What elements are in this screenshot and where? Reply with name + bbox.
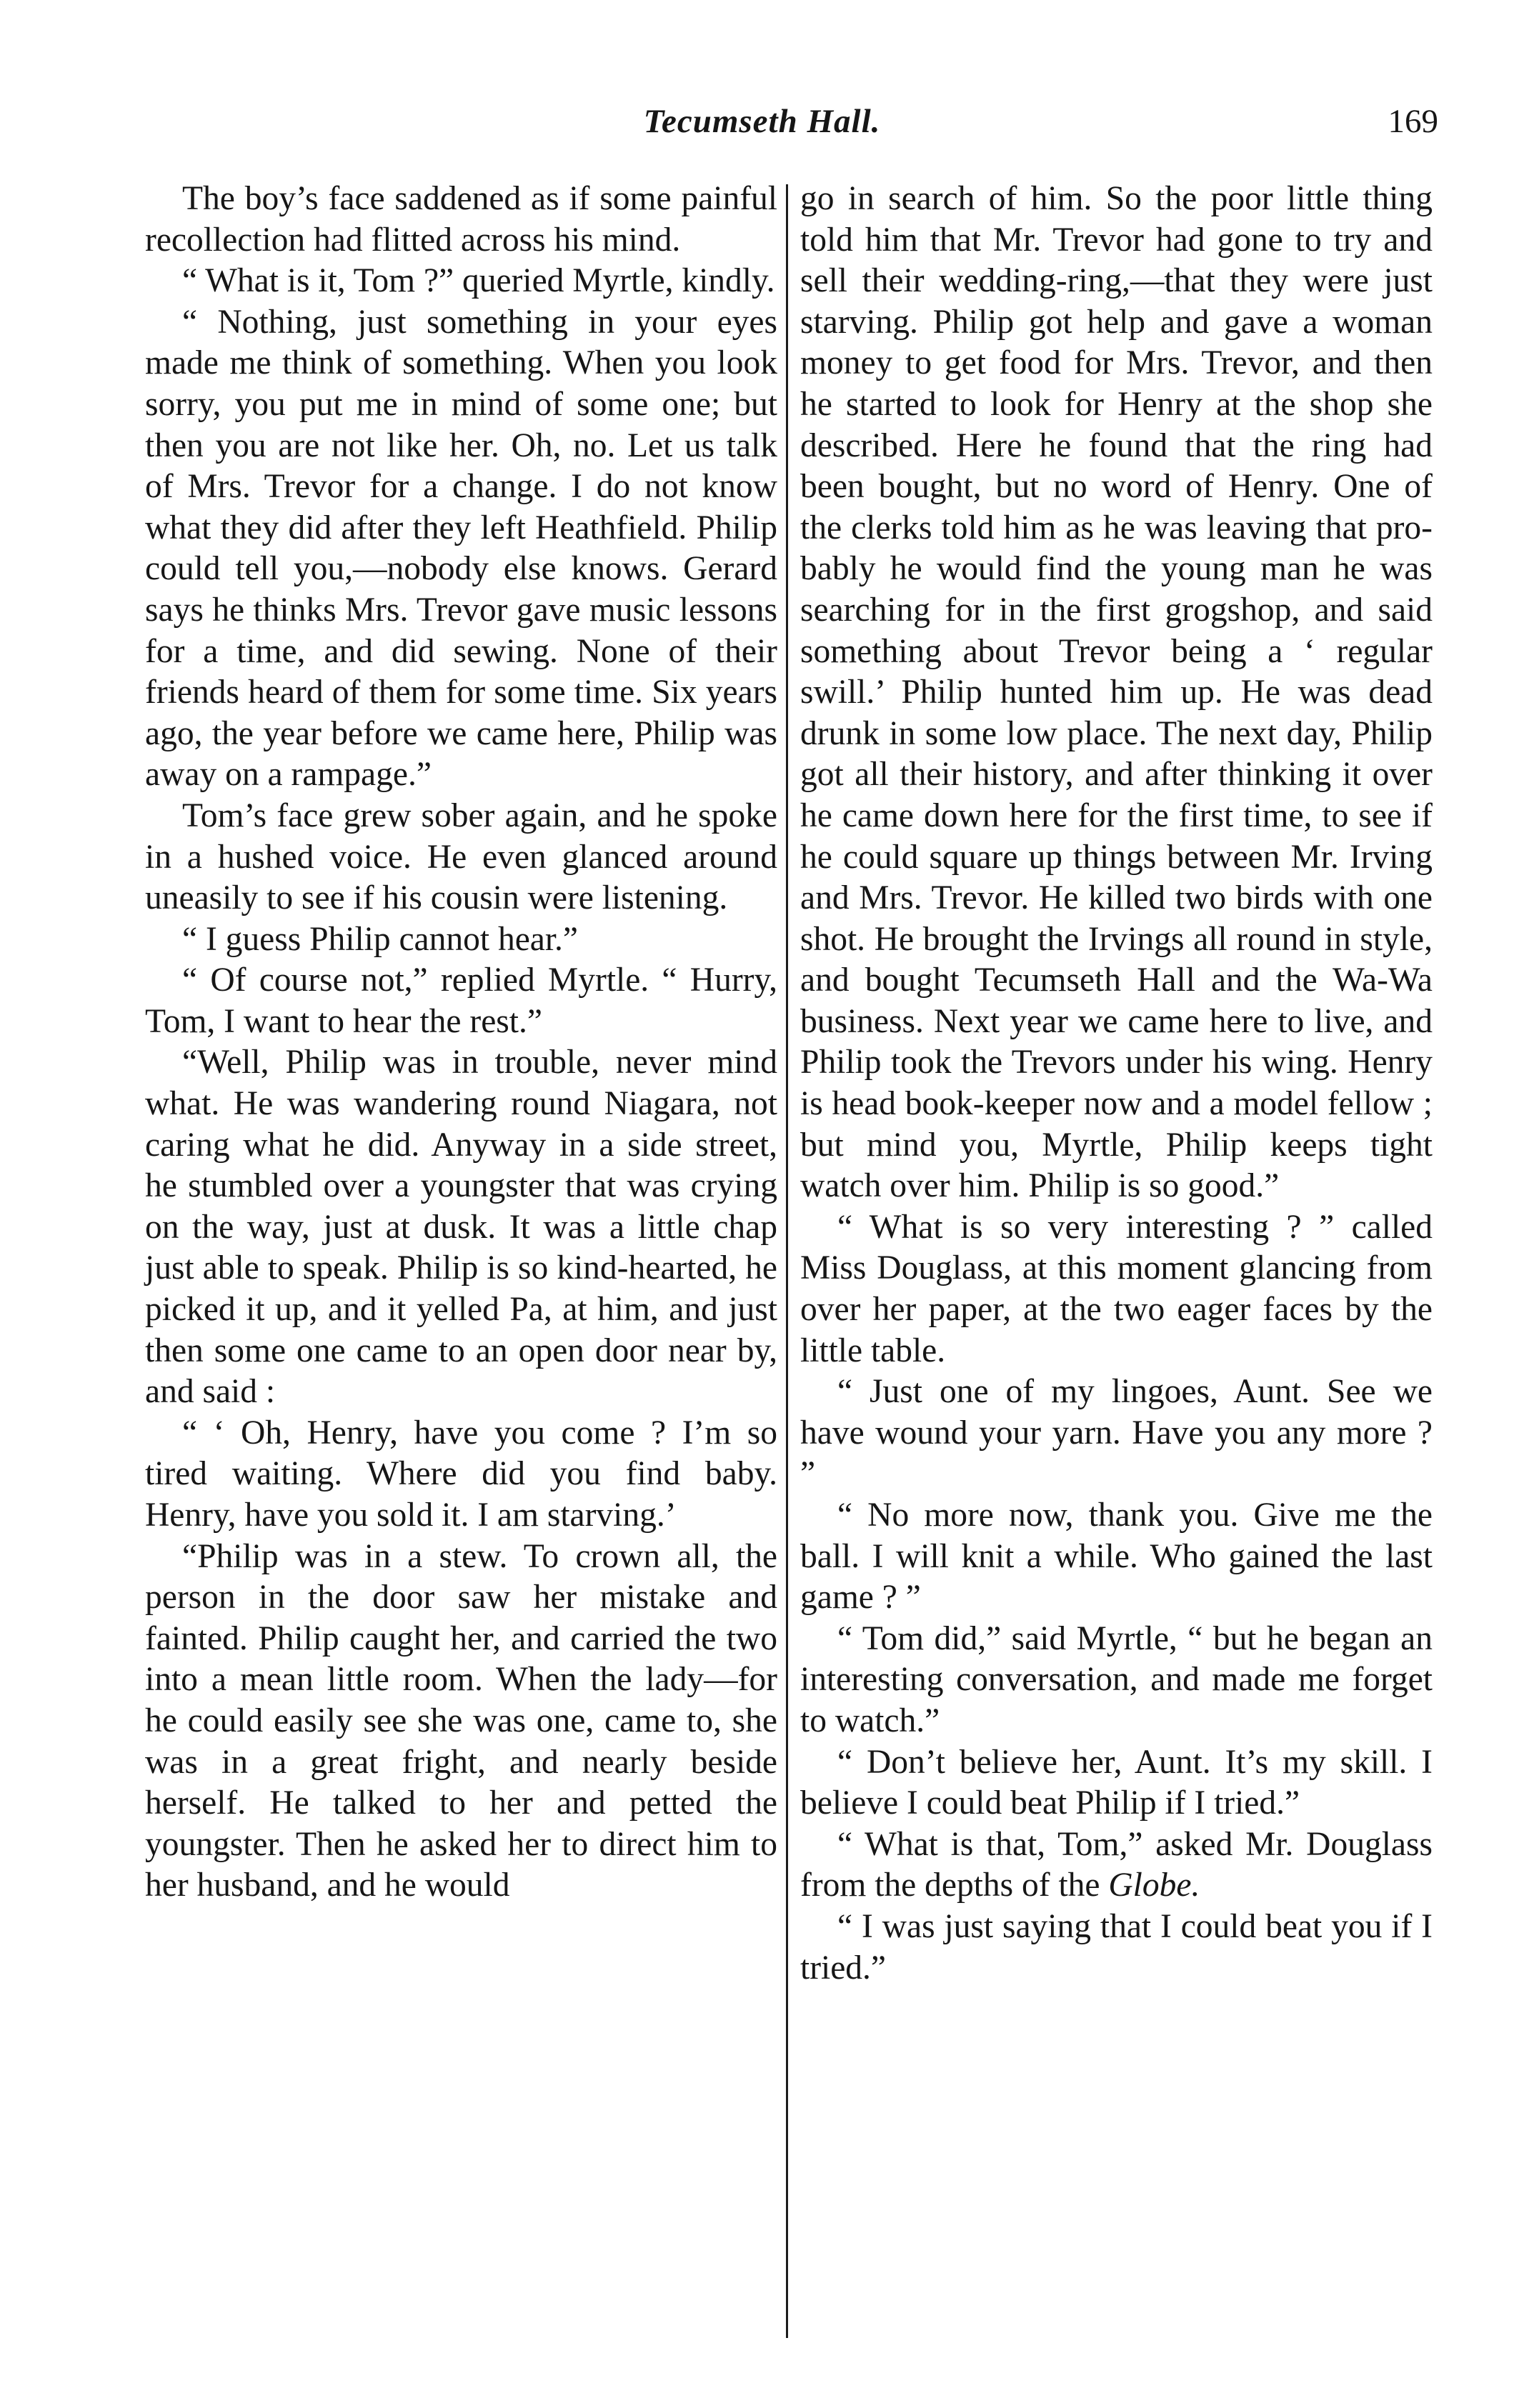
running-head: [0, 100, 1524, 157]
newspaper-title: Globe.: [1108, 1867, 1200, 1904]
running-title: Tecumseth Hall.: [643, 103, 881, 140]
paragraph: “ ‘ Oh, Henry, have you come ? I’m so tired waiting. Where did you find baby. Henry, have you sold it. I am starving.’: [145, 1414, 777, 1534]
paragraph: “ I was just saying that I could beat you if I tried.”: [800, 1907, 1433, 1987]
right-column: [800, 179, 1433, 1989]
left-column: [145, 179, 777, 1907]
paragraph: “ Tom did,” said Myrtle, “ but he began an interesting conversation, and made me forget to watch.”: [800, 1619, 1433, 1739]
paragraph: “ What is it, Tom ?” queried Myrtle, kindly.: [182, 262, 775, 300]
paragraph: Tom’s face grew sober again, and he spoke in a hushed voice. He even glanced around uneasily to see if his cousin were listening.: [145, 796, 777, 917]
paragraph: “ Nothing, just something in your eyes made me think of something. When you look sorry, you put me in mind of some one; but then you are not like her. Oh, no. Let us talk of Mrs. Trevor for a change. I do not know what they did after they left Heathfield. Philip could tell you,—nobody else knows. Gerard says he thinks Mrs. Trevor gave music lessons for a time, and did sewing. None of their friends heard of them for some time. Six years ago, the year before we came here, Philip was away on a rampage.”: [145, 303, 777, 794]
paragraph: “Philip was in a stew. To crown all, the person in the door saw her mistake and fainted. Philip caught her, and carried the two into a mean little room. When the lady—for he could easily see she was one, came to, she was in a great fright, and nearly beside herself. He talked to her and petted the youngster. Then he asked her to direct him to her husband, and he would: [145, 1537, 777, 1904]
paragraph: “ Don’t believe her, Aunt. It’s my skill. I believe I could beat Philip if I tried.”: [800, 1743, 1433, 1822]
paragraph: “Well, Philip was in trouble, never mind what. He was wandering round Niagara, not caring what he did. Anyway in a side street, he stumbled over a youngster that was crying on the way, just at dusk. It was a little chap just able to speak. Philip is so kind-hearted, he picked it up, and it yelled Pa, at him, and just then some one came to an open door near by, and said :: [145, 1044, 777, 1411]
paragraph: “ Just one of my lingoes, Aunt. See we have wound your yarn. Have you any more ? ”: [800, 1373, 1433, 1493]
paragraph-continued: go in search of him. So the poor little thing told him that Mr. Trevor had gone to try and sell their wedding-ring,—that they were just starving. Philip got help and gave a woman money to get food for Mrs. Trevor, and then he started to look for Henry at the shop she described. Here he found that the ring had been bought, but no word of Henry. One of the clerks told him as he was leaving that probably he would find the young man he was searching for in the first grogshop, and said something about Trevor being a ‘ regular swill.’ Philip hunted him up. He was dead drunk in some low place. The next day, Philip got all their history, and after thinking it over he came down here for the first time, to see if he could square up things between Mr. Irving and Mrs. Trevor. He killed two birds with one shot. He brought the Irvings all round in style, and bought Tecumseth Hall and the Wa-Wa business. Next year we came here to live, and Philip took the Trevors under his wing. Henry is head book-keeper now and a model fellow ; but mind you, Myrtle, Philip keeps tight watch over him. Philip is so good.”: [800, 180, 1433, 1205]
paragraph-text: “ What is that, Tom,” asked Mr. Douglass from the depths of the: [800, 1825, 1433, 1904]
paragraph: “ Of course not,” replied Myrtle. “ Hurry, Tom, I want to hear the rest.”: [145, 961, 777, 1040]
paragraph: “ No more now, thank you. Give me the ball. I will knit a while. Who gained the last game ? ”: [800, 1497, 1433, 1617]
paragraph: “ What is so very interesting ? ” called Miss Douglass, at this moment glancing from over her paper, at the two eager faces by the little table.: [800, 1208, 1433, 1369]
paragraph: The boy’s face saddened as if some painful recollection had flitted across his mind.: [145, 180, 777, 259]
page-number: 169: [1388, 103, 1438, 140]
paragraph-with-italic: [800, 1824, 1433, 1907]
column-divider: [786, 184, 788, 2338]
paragraph: “ I guess Philip cannot hear.”: [182, 920, 579, 958]
